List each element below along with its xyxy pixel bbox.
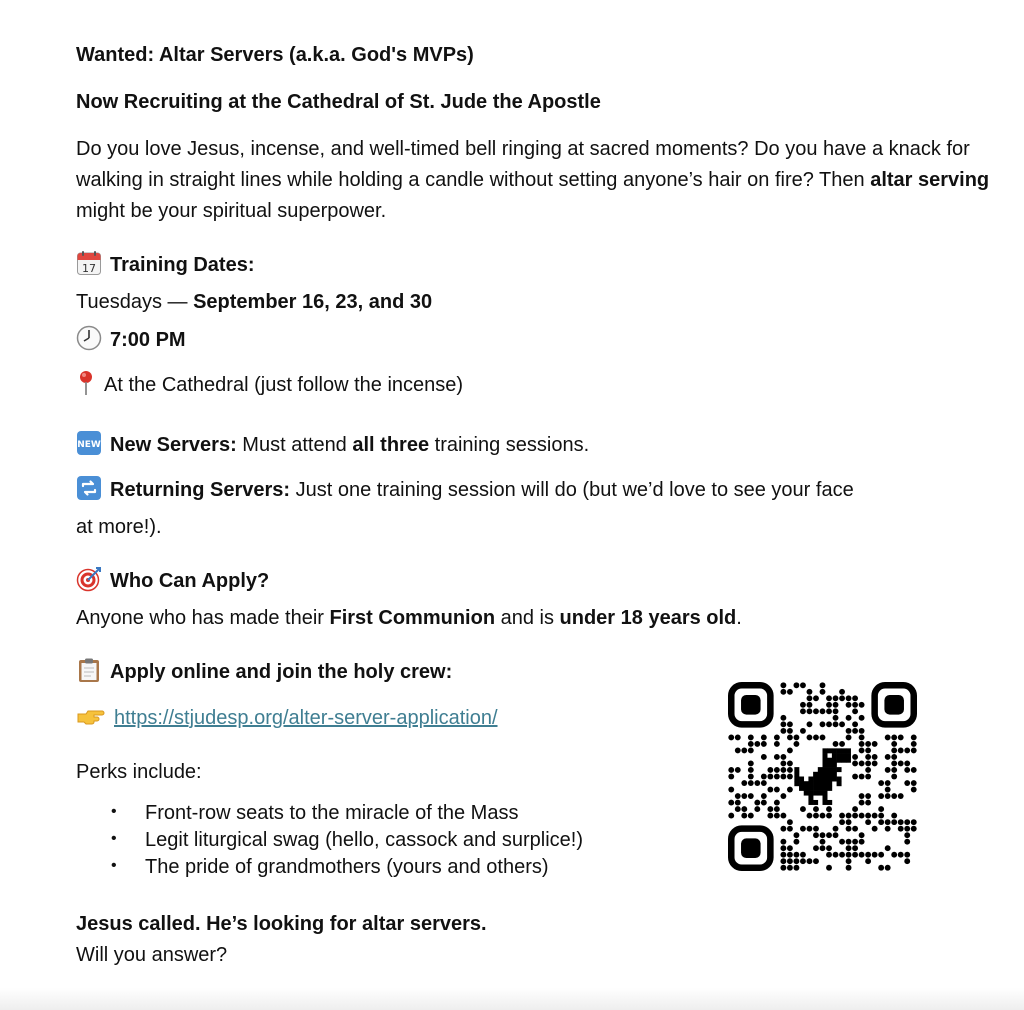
closing-question: Will you answer? — [76, 944, 228, 966]
svg-text:NEW: NEW — [77, 440, 101, 450]
apply-heading: Apply online and join the holy crew: — [76, 657, 452, 687]
bullet: • — [111, 803, 117, 820]
perks-list — [76, 800, 583, 881]
list-item: • The pride of grandmothers (yours and others) — [76, 854, 583, 881]
page-title: Wanted: Altar Servers (a.k.a. God's MVPs) — [76, 44, 474, 66]
new-servers-line: NEW New Servers: Must attend all three training sessions. — [76, 430, 589, 460]
training-heading: 17 Training Dates: — [76, 250, 254, 280]
list-item: • Legit liturgical swag (hello, cassock and surplice!) — [76, 827, 583, 854]
target-icon — [76, 566, 102, 592]
who-can-apply-text: Anyone who has made their First Communion and is under 18 years old. — [76, 607, 742, 629]
perks-title: Perks include: — [76, 761, 202, 783]
subtitle: Now Recruiting at the Cathedral of St. Jude the Apostle — [76, 91, 601, 113]
clock-icon — [76, 325, 102, 351]
qr-code[interactable] — [728, 682, 917, 871]
training-dates: Tuesdays — September 16, 23, and 30 — [76, 291, 433, 313]
pushpin-icon — [76, 370, 96, 396]
repeat-icon — [76, 475, 102, 501]
bullet: • — [111, 857, 117, 874]
who-can-apply-heading: Who Can Apply? — [76, 566, 269, 596]
returning-servers-line: Returning Servers: Just one training session will do (but we’d love to see your face — [76, 475, 854, 505]
training-location: At the Cathedral (just follow the incense) — [76, 370, 463, 400]
training-time: 7:00 PM — [76, 325, 186, 355]
calendar-icon — [76, 250, 102, 276]
page-bottom-edge — [0, 988, 1024, 1010]
svg-text:17: 17 — [82, 262, 96, 275]
application-link[interactable]: https://stjudesp.org/alter-server-application/ — [114, 707, 498, 729]
new-badge-icon — [76, 430, 102, 456]
clipboard-icon — [76, 657, 102, 683]
returning-servers-continued: at more!). — [76, 516, 162, 538]
apply-link-line — [76, 703, 498, 733]
pointing-hand-icon — [76, 703, 106, 729]
list-item: • Front-row seats to the miracle of the Mass — [76, 800, 583, 827]
closing-bold: Jesus called. He’s looking for altar servers. — [76, 913, 487, 935]
intro-paragraph: Do you love Jesus, incense, and well-timed bell ringing at sacred moments? Do you have a knack for walking in straight lines while holding a candle without setting anyone’s hair on fire? Then altar serving might be your spiritual superpower. — [76, 138, 990, 222]
bullet: • — [111, 830, 117, 847]
